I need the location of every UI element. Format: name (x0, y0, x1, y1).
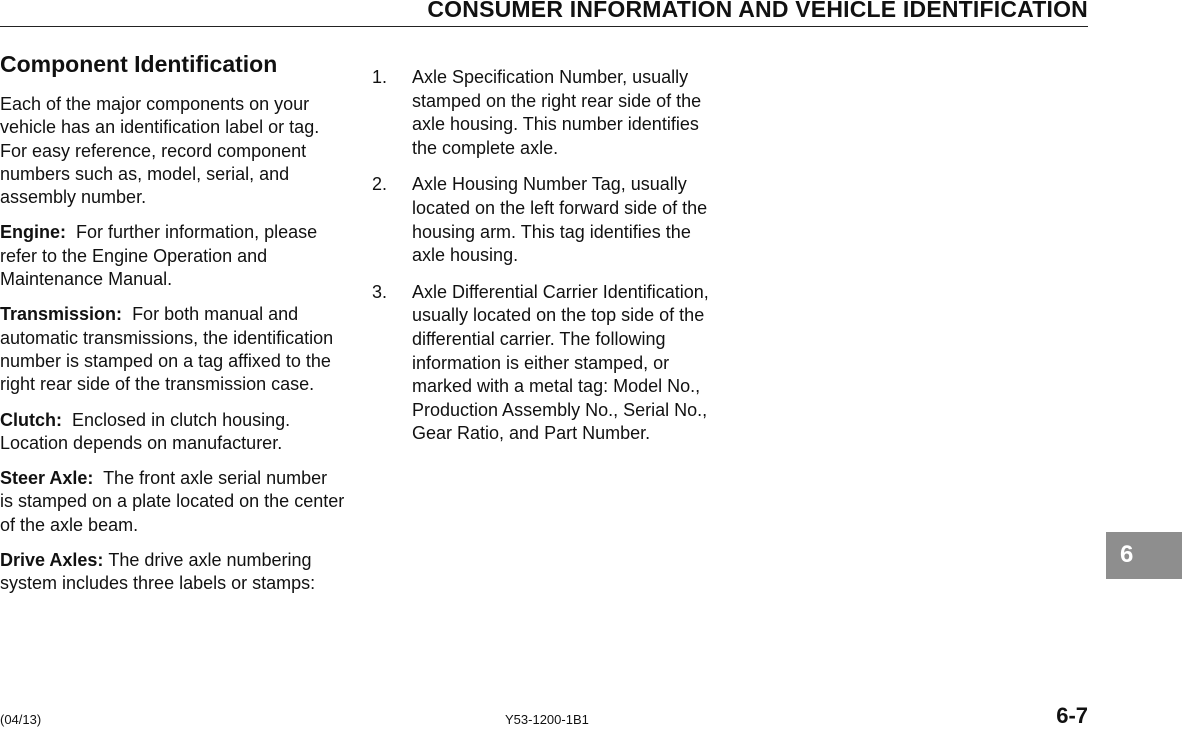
steer-axle-text: The front axle serial number is stamped on a plate located on the center of the axle beam. (0, 468, 345, 535)
intro-paragraph: Each of the major components on your vehicle has an identification label or tag. For easy reference, record component numbers such as, model, serial, and assembly number. (0, 94, 320, 208)
engine-label: Engine: (0, 222, 66, 243)
left-column (0, 50, 345, 608)
chapter-tab (1106, 532, 1182, 579)
drive-axles-text: The drive axle numbering system includes three labels or stamps: (0, 550, 316, 594)
right-column (372, 66, 717, 459)
footer-date: (04/13) (0, 712, 42, 727)
engine-paragraph (0, 221, 345, 291)
clutch-text: Enclosed in clutch housing. Location depends on manufacturer. (0, 409, 291, 453)
list-item-text: Axle Housing Number Tag, usually located on the left forward side of the housing arm. This tag identifies the axle housing. (412, 174, 708, 266)
page-header-title: CONSUMER INFORMATION AND VEHICLE IDENTIFICATION (427, 0, 1088, 22)
list-item (372, 281, 717, 446)
chapter-tab-label: 6 (1120, 541, 1134, 568)
clutch-label: Clutch: (0, 409, 62, 430)
footer-page-number: 6-7 (1056, 703, 1088, 728)
drive-axles-label: Drive Axles: (0, 550, 104, 571)
clutch-paragraph (0, 409, 345, 456)
list-item-text: Axle Differential Carrier Identification, usually located on the top side of the differential carrier. The following information is either stamped, or marked with a metal tag: Model No., Production Assembly No., Serial No., Gear Ratio, and Part Number. (412, 281, 709, 444)
header-divider (0, 26, 1088, 27)
footer-doc-id: Y53-1200-1B1 (505, 712, 589, 727)
steer-axle-label: Steer Axle: (0, 468, 94, 489)
list-item-text: Axle Specification Number, usually stamped on the right rear side of the axle housing. This number identifies the complete axle. (412, 67, 702, 158)
transmission-text: For both manual and automatic transmissions, the identification number is stamped on a tag affixed to the right rear side of the transmission case. (0, 304, 334, 395)
list-item-number: 2. (372, 174, 388, 195)
steer-axle-paragraph (0, 467, 345, 537)
list-item-number: 1. (372, 67, 388, 87)
engine-text: For further information, please refer to the Engine Operation and Maintenance Manual. (0, 222, 318, 290)
drive-axles-paragraph (0, 549, 345, 596)
transmission-label: Transmission: (0, 304, 123, 325)
list-item (372, 66, 717, 160)
list-item (372, 173, 717, 267)
transmission-paragraph (0, 303, 345, 396)
list-item-number: 3. (372, 281, 388, 302)
section-title: Component Identification (0, 51, 278, 77)
